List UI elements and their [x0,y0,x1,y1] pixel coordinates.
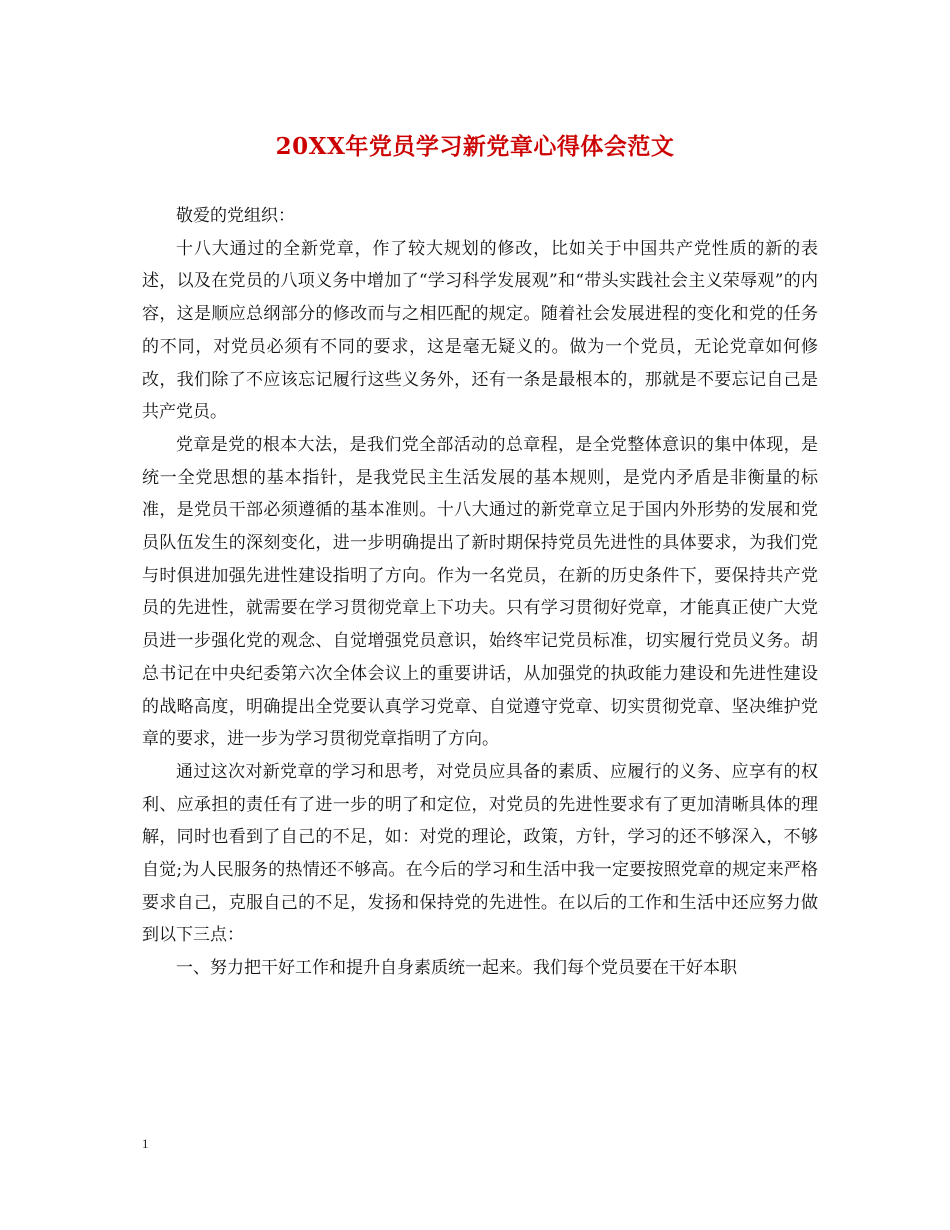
document-title: 20XX年党员学习新党章心得体会范文 [275,133,675,160]
paragraph-4: 一、努力把干好工作和提升自身素质统一起来。我们每个党员要在干好本职 [176,958,737,979]
paragraph-2: 党章是党的根本大法，是我们党全部活动的总章程，是全党整体意识的集中体现，是统一全党思想的基本指针，是我党民主生活发展的基本规则，是党内矛盾是非衡量的标准，是党员干部必须遵循的基本准则。十八大通过的新党章立足于国内外形势的发展和党员队伍发生的深刻变化，进一步明确提出了新时期保持党员先进性的具体要求，为我们党与时俱进加强先进性建设指明了方向。作为一名党员，在新的历史条件下，要保持共产党员的先进性，就需要在学习贯彻党章上下功夫。只有学习贯彻好党章，才能真正使广大党员进一步强化党的观念、自觉增强党员意识，始终牢记党员标准，切实履行党员义务。胡总书记在中央纪委第六次全体会议上的重要讲话，从加强党的执政能力建设和先进性建设的战略高度，明确提出全党要认真学习党章、自觉遵守党章、切实贯彻党章、坚决维护党章的要求，进一步为学习贯彻党章指明了方向。 [142,434,818,750]
paragraph-3: 通过这次对新党章的学习和思考，对党员应具备的素质、应履行的义务、应享有的权利、应承担的责任有了进一步的明了和定位，对党员的先进性要求有了更加清晰具体的理解，同时也看到了自己的不足，如：对党的理论，政策，方针，学习的还不够深入，不够自觉;为人民服务的热情还不够高。在今后的学习和生活中我一定要按照党章的规定来严格要求自己，克服自己的不足，发扬和保持党的先进性。在以后的工作和生活中还应努力做到以下三点： [142,761,818,946]
page-number: 1 [142,1136,149,1151]
document-body [142,200,818,985]
salutation: 敬爱的党组织： [176,206,295,226]
paragraph-1: 十八大通过的全新党章，作了较大规划的修改，比如关于中国共产党性质的新的表述，以及在党员的八项义务中增加了“学习科学发展观”和“带头实践社会主义荣辱观”的内容，这是顺应总纲部分的修改而与之相匹配的规定。随着社会发展进程的变化和党的任务的不同，对党员必须有不同的要求，这是毫无疑义的。做为一个党员，无论党章如何修改，我们除了不应该忘记履行这些义务外，还有一条是最根本的，那就是不要忘记自己是共产党员。 [142,238,818,423]
